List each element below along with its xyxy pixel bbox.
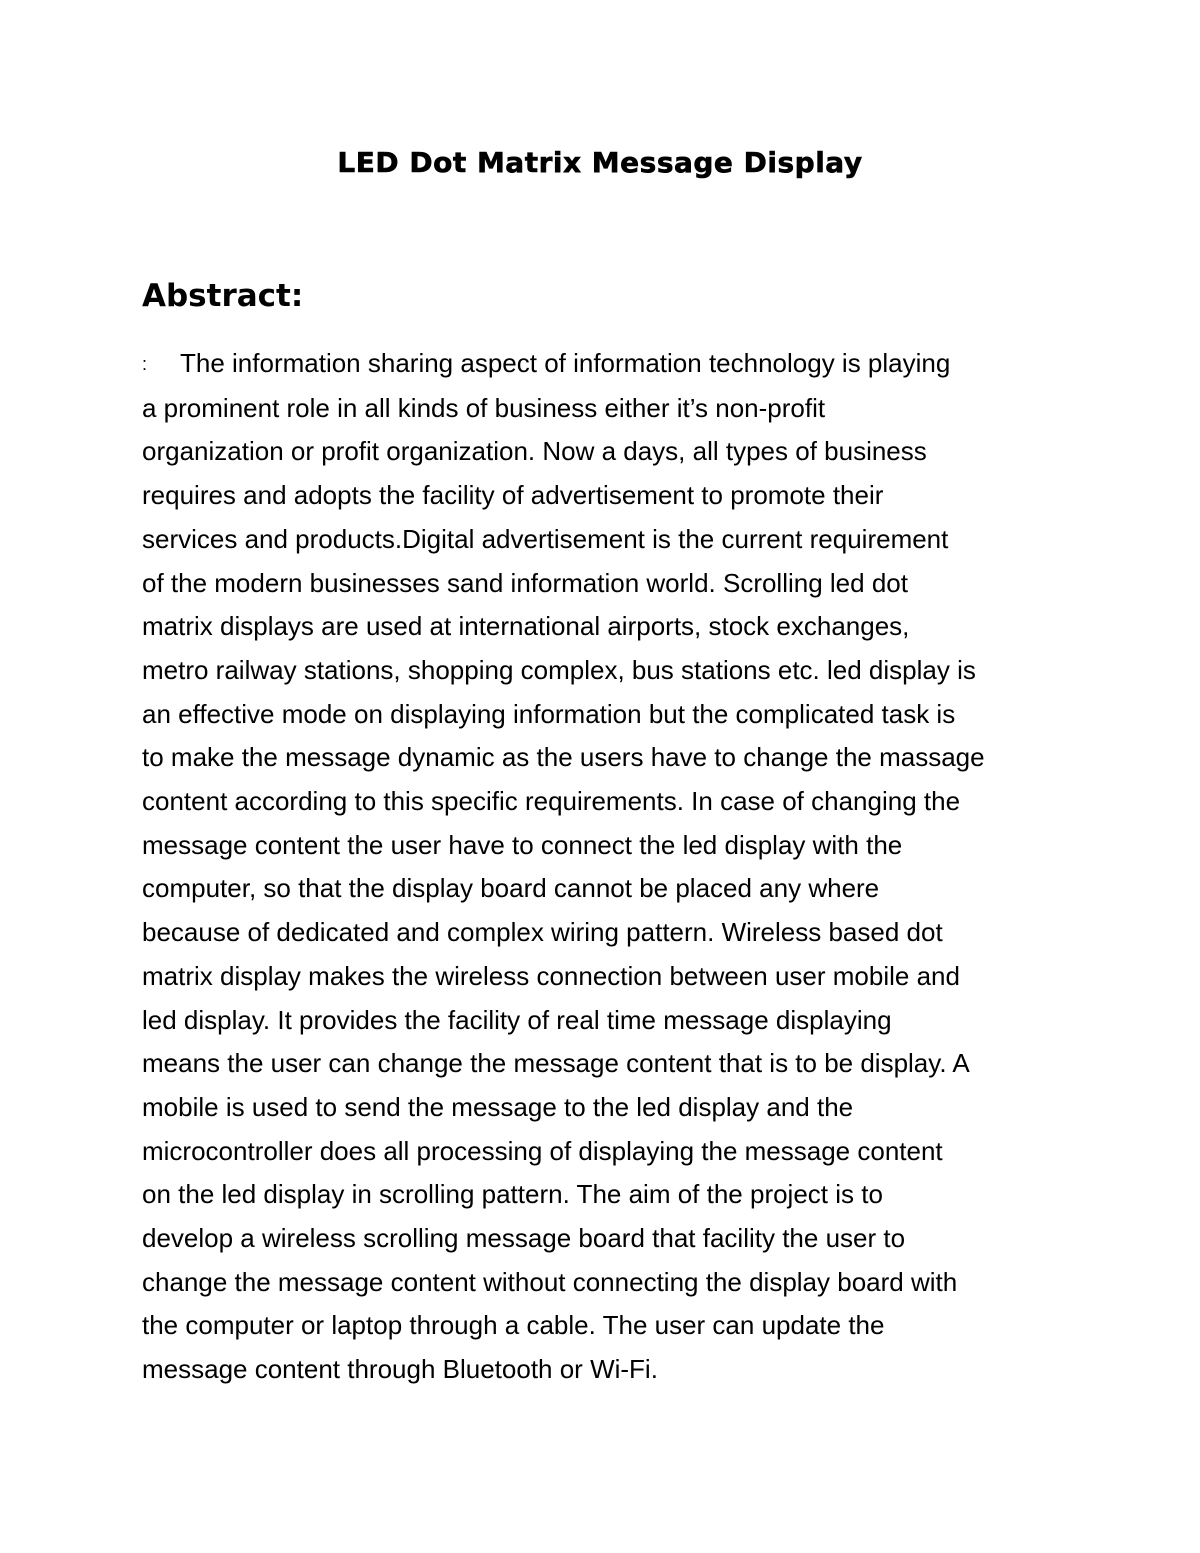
paragraph-line: message content through Bluetooth or Wi-Fi. — [142, 1354, 658, 1385]
paragraph-line: computer, so that the display board cannot be placed any where — [142, 873, 880, 904]
paragraph-line: services and products.Digital advertisement is the current requirement — [142, 523, 949, 554]
paragraph-line: : The information sharing aspect of information technology is playing — [142, 342, 1072, 387]
lead-marker: : — [142, 354, 148, 374]
paragraph-line: requires and adopts the facility of advertisement to promote their — [142, 480, 884, 511]
document-title: LED Dot Matrix Message Display — [337, 146, 863, 179]
paragraph-line: message content the user have to connect the led display with the — [142, 829, 903, 860]
paragraph-line: because of dedicated and complex wiring pattern. Wireless based dot — [142, 917, 943, 948]
paragraph-line: develop a wireless scrolling message board that facility the user to — [142, 1223, 906, 1254]
paragraph-line: a prominent role in all kinds of business either it’s non-profit — [142, 392, 826, 423]
paragraph-line: metro railway stations, shopping complex, bus stations etc. led display is — [142, 654, 976, 685]
abstract-body — [142, 342, 1072, 1392]
paragraph-line: means the user can change the message content that is to be display. A — [142, 1048, 970, 1079]
paragraph-line: led display. It provides the facility of real time message displaying — [142, 1004, 892, 1035]
paragraph-line: content according to this specific requirements. In case of changing the — [142, 786, 961, 817]
paragraph-line: the computer or laptop through a cable. The user can update the — [142, 1310, 885, 1341]
paragraph-line: to make the message dynamic as the users have to change the massage — [142, 742, 985, 773]
paragraph-line: mobile is used to send the message to the led display and the — [142, 1091, 854, 1122]
abstract-heading: Abstract: — [142, 278, 304, 314]
paragraph-line: an effective mode on displaying information but the complicated task is — [142, 698, 956, 729]
paragraph-line: microcontroller does all processing of displaying the message content — [142, 1135, 943, 1166]
paragraph-line: organization or profit organization. Now a days, all types of business — [142, 436, 927, 467]
paragraph-line: on the led display in scrolling pattern. The aim of the project is to — [142, 1179, 883, 1210]
paragraph-line: change the message content without connecting the display board with — [142, 1266, 958, 1297]
paragraph-line: matrix display makes the wireless connection between user mobile and — [142, 960, 960, 991]
paragraph-line: of the modern businesses sand information world. Scrolling led dot — [142, 567, 908, 598]
paragraph-line: matrix displays are used at international airports, stock exchanges, — [142, 611, 910, 642]
